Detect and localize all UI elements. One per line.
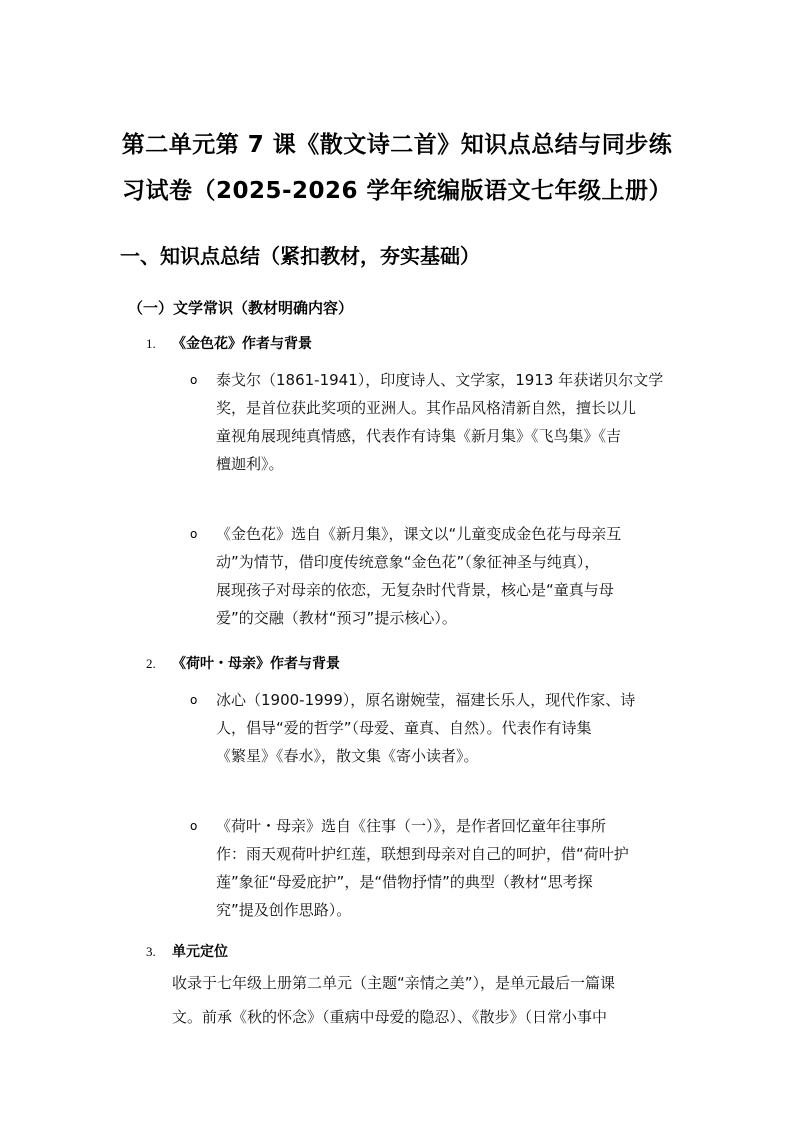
list-item-number: 1.: [146, 336, 156, 351]
section-heading: 一、知识点总结（紧扣教材，夯实基础）: [120, 244, 480, 268]
paragraph-line: 《金色花》选自《新月集》，课文以“儿童变成金色花与母亲互: [216, 525, 622, 543]
bullet-marker: o: [190, 693, 198, 707]
list-item-label: 《荷叶・母亲》作者与背景: [172, 656, 340, 672]
paragraph-line: 作：雨天观荷叶护红莲，联想到母亲对自己的呵护，借“荷叶护: [216, 845, 629, 863]
paragraph-line: 莲”象征“母爱庇护”，是“借物抒情”的典型（教材“思考探: [216, 873, 593, 891]
unit-position-paragraph: [172, 966, 682, 1034]
bullet-paragraph-bingxin: [216, 686, 678, 770]
bullet-marker: o: [190, 373, 198, 387]
paragraph-line: 人，倡导“爱的哲学”（母爱、童真、自然）。代表作有诗集: [216, 719, 592, 737]
paragraph-line: 收录于七年级上册第二单元（主题“亲情之美”），是单元最后一篇课: [172, 974, 616, 992]
bullet-paragraph-lotus-leaf: [216, 812, 678, 924]
paragraph-line: 《繁星》《春水》，散文集《寄小读者》。: [216, 747, 479, 765]
list-item-3: [146, 938, 228, 966]
paragraph-line: 童视角展现纯真情感，代表作有诗集《新月集》《飞鸟集》《吉: [216, 427, 622, 445]
bullet-marker: o: [190, 819, 198, 833]
document-title-line-1: 第二单元第 7 课《散文诗二首》知识点总结与同步练: [121, 132, 673, 158]
list-item-2: [146, 650, 340, 678]
list-item-label: 单元定位: [172, 944, 228, 960]
document-title-line-2: 习试卷（2025-2026 学年统编版语文七年级上册）: [121, 178, 673, 204]
paragraph-line: 文。前承《秋的怀念》（重病中母爱的隐忍）、《散步》（日常小事中: [172, 1008, 608, 1026]
subsection-heading: （一）文学常识（教材明确内容）: [128, 299, 354, 317]
paragraph-line: 展现孩子对母亲的依恋，无复杂时代背景，核心是“童真与母: [216, 581, 614, 599]
paragraph-line: 动”为情节，借印度传统意象“金色花”（象征神圣与纯真），: [216, 553, 600, 571]
list-item-1: [146, 330, 312, 358]
bullet-paragraph-tagore: [216, 366, 678, 478]
paragraph-line: 究”提及创作思路）。: [216, 901, 352, 919]
paragraph-line: 奖，是首位获此奖项的亚洲人。其作品风格清新自然，擅长以儿: [216, 399, 637, 417]
list-item-number: 3.: [146, 944, 156, 959]
paragraph-line: 爱”的交融（教材“预习”提示核心）。: [216, 609, 457, 627]
paragraph-line: 泰戈尔（1861-1941），印度诗人、文学家，1913 年获诺贝尔文学: [216, 371, 664, 389]
paragraph-line: 冰心（1900-1999），原名谢婉莹，福建长乐人，现代作家、诗: [216, 691, 636, 709]
list-item-number: 2.: [146, 656, 156, 671]
bullet-marker: o: [190, 527, 198, 541]
list-item-label: 《金色花》作者与背景: [172, 336, 312, 352]
paragraph-line: 《荷叶・母亲》选自《往事（一）》，是作者回忆童年往事所: [216, 817, 607, 835]
bullet-paragraph-golden-flower: [216, 520, 678, 632]
paragraph-line: 檀迦利》。: [216, 455, 284, 473]
